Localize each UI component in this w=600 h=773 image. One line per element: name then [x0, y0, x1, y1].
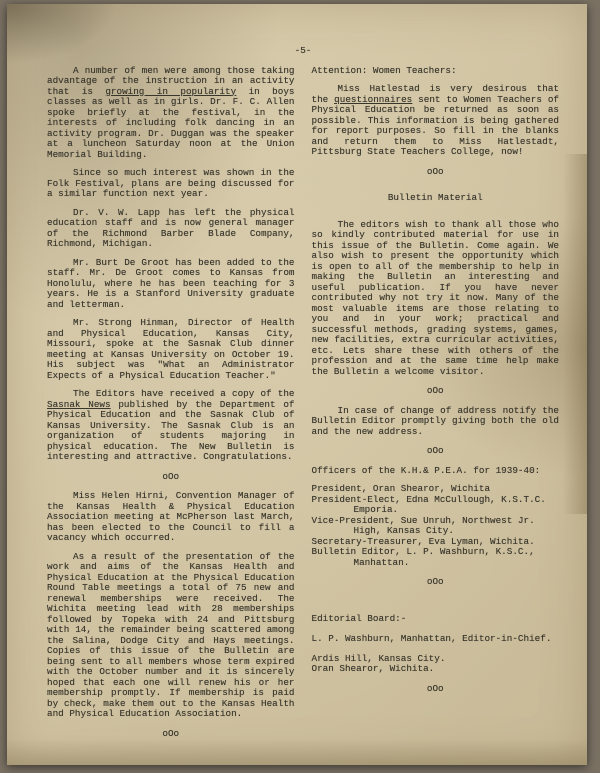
scanned-bulletin-page [7, 4, 587, 765]
para-sasnak-news-text: The Editors have received a copy of the [73, 388, 295, 399]
officer-item: Vice-President, Sue Unruh, Northwest Jr. High, Kansas City. [311, 514, 535, 536]
para-de-groot: Mr. Burt De Groot has been added to the staff. Mr. De Groot comes to Kansas from Honolulu, where he has been teaching for 3 years. He is a Stanford University graduate and letterman. [47, 256, 295, 310]
section-divider-ooo: oOo [162, 727, 180, 739]
para-questionnaires-text: sent to Women Teachers of Physical Education be returned as soon as possible. This information is being gathered for report purposes. So fill in the blanks and return them to Miss Hatlestadt, Pittsburg State Teachers College, now! [311, 93, 559, 157]
heading-bulletin-material: Bulletin Material [387, 192, 483, 203]
para-lapp: Dr. V. W. Lapp has left the physical education staff and is now general manager of the Richmond Barber Blade Company, Richmond, Michigan. [47, 206, 295, 249]
board-member: L. P. Washburn, Manhattan, Editor-in-Chief. [311, 633, 552, 644]
para-change-of-address: In case of change of address notify the Bulletin Editor promptly giving both the old and the new address. [311, 404, 559, 437]
officer-item: Secretary-Treasurer, Eva Lyman, Wichita. [311, 535, 535, 547]
left-column [47, 66, 295, 749]
officer-item: Bulletin Editor, L. P. Washburn, K.S.C., Manhattan. [311, 546, 535, 568]
section-divider-ooo: oOo [426, 576, 444, 587]
section-divider-ooo: oOo [426, 682, 444, 694]
para-folk-dancing [47, 66, 295, 161]
section-divider-ooo: oOo [162, 470, 180, 482]
para-sasnak-news [47, 389, 295, 463]
para-folk-dancing-text: in boys classes as well as in girls. Dr. F. C. Allen spoke briefly at the festival, in the interests of including folk dancing in an activity program. Dr. Duggan was the speaker at a luncheon Saturday noon at the Union Memorial Building. [47, 85, 295, 160]
section-divider-ooo: oOo [426, 445, 444, 456]
officer-item: President-Elect, Edna McCullough, K.S.T.C. Emporia. [311, 493, 546, 515]
underlined-title: Sasnak News [47, 398, 111, 410]
heading-officers: Officers of the K.H.& P.E.A. for 1939-40: [311, 464, 541, 476]
page-content [7, 4, 587, 765]
heading-attention-women-teachers: Attention: Women Teachers: [311, 64, 457, 76]
right-column [312, 66, 560, 704]
officers-list [312, 484, 560, 568]
section-divider-ooo: oOo [426, 165, 444, 177]
section-divider-ooo: oOo [426, 385, 444, 396]
para-folk-festival-plans: Since so much interest was shown in the Folk Festival, plans are being discussed for a similar function next year. [47, 167, 295, 199]
para-folk-dancing-text: A number of men were among those taking advantage of the instruction in an activity that is [47, 64, 295, 97]
officer-item: President, Oran Shearor, Wichita [311, 483, 491, 494]
para-questionnaires-text: Miss Hatlestad is very desirous that the [311, 83, 559, 105]
underlined-word: questionnaires [334, 93, 413, 105]
para-memberships: As a result of the presentation of the work and aims of the Kansas Health and Physical Education at the Physical Education Round Table meetings a total of 75 new and renewal memberships were received. The Wichita meeting lead with 28 memberships followed by Topeka with 24 and Pittsburg with 14, the remainder being scattered among the Salina, Dodge City and Hays meetings. Copies of this issue of the Bulletin are being sent to all members whose term expired with the October number and it is sincerely hoped that each one will renew his or her membership promptly. If membership is paid by check, make them out to the Kansas Health and Physical Education Association. [47, 550, 295, 719]
underlined-phrase: growing in popularity [105, 85, 237, 97]
para-hinman: Mr. Strong Hinman, Director of Health and Physical Education, Kansas City, Missouri, spoke at the Sasnak Club dinner meeting at Kansas University on October 19. His subject was "What an Administrator Expects of a Physical Education Teacher." [47, 317, 295, 381]
para-questionnaires [312, 84, 560, 158]
para-sasnak-news-text: published by the Department of Physical Education and the Sasnak Club of Kansas University. The Sasnak Club is an organization of students majoring in physical education. The New Bulletin is interesting and attractive. Congratulations. [47, 398, 295, 462]
board-member: Ardis Hill, Kansas City. [311, 652, 446, 664]
heading-editorial-board: Editorial Board:- [311, 612, 407, 624]
two-column-layout [47, 66, 559, 749]
page-number: -5- [294, 45, 312, 56]
board-member: Oran Shearor, Wichita. [311, 663, 435, 674]
editorial-board-list [312, 634, 560, 675]
para-bulletin-material: The editors wish to thank all those who so kindly contributed material for use in this issue of the Bulletin. Come again. We also wish to present the opportunity which is open to all of the membership to help in making the Bulletin an interesting and useful publication. If you have never contributed why not try it now. Many of the most valuable items are those relating to you and in your work; practical and successful methods, grading systems, games, new facilities, extra curricular activities, etc. Lets share these with others of the profession and at the same time help make the Bulletin a welcome visitor. [311, 218, 559, 377]
para-hirni: Miss Helen Hirni, Convention Manager of the Kansas Health & Physical Education Association meeting at McPherson last March, has been elected to the Council to fill a vacancy which occurred. [47, 490, 295, 543]
